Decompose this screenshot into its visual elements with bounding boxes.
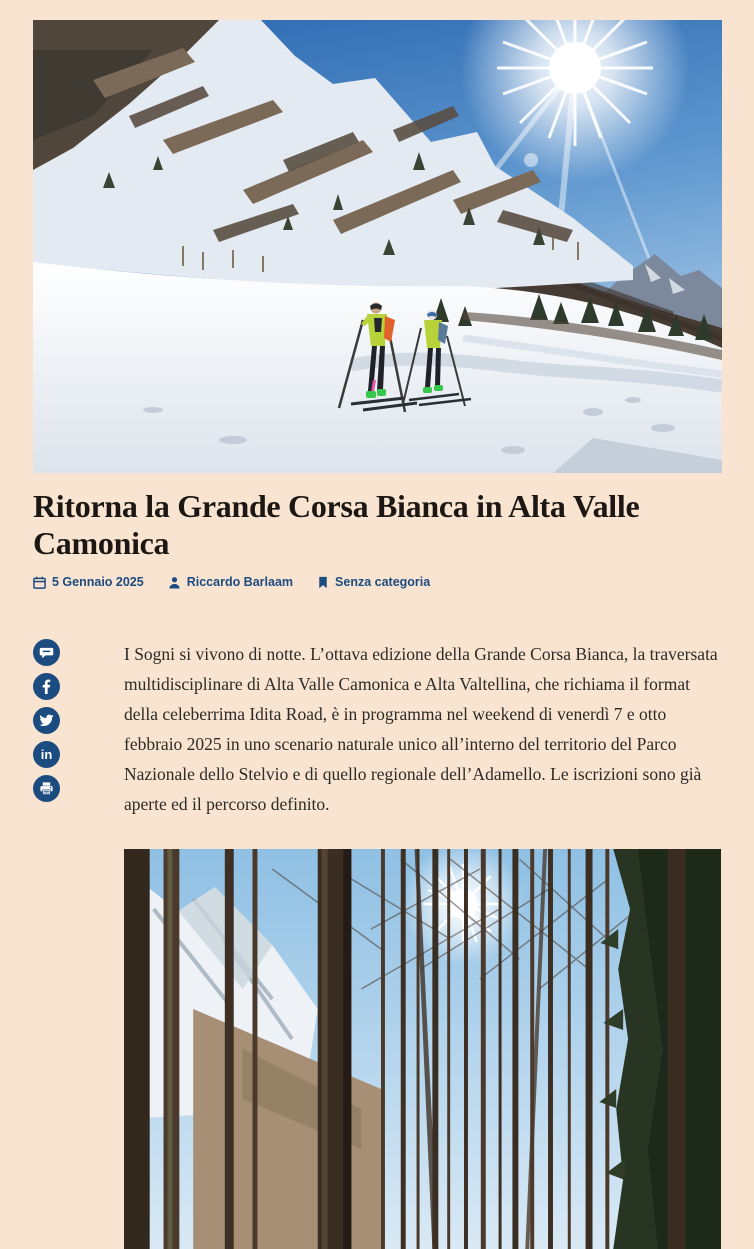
hero-image — [33, 20, 722, 473]
post-meta — [33, 575, 721, 589]
post-author[interactable] — [168, 575, 293, 589]
post-category[interactable] — [317, 575, 430, 589]
twitter-icon — [39, 713, 54, 728]
post-author-label: Riccardo Barlaam — [186, 575, 294, 590]
linkedin-icon: in — [40, 747, 53, 763]
calendar-icon — [33, 576, 46, 589]
comments-button[interactable] — [33, 639, 60, 666]
article-body — [124, 639, 721, 1249]
post-date-label: 5 Gennaio 2025 — [52, 575, 144, 590]
share-toolbar — [33, 639, 60, 802]
post-date[interactable] — [33, 575, 144, 589]
post-category-label: Senza categoria — [335, 575, 431, 590]
article-inline-image — [124, 849, 721, 1249]
article-paragraph: I Sogni si vivono di notte. L’ottava edizione della Grande Corsa Bianca, la traversata multidisciplinare di Alta Valle Camonica e Alta Valtellina, che richiama il format della celeberrima Idita Road, è in programma nel weekend di venerdì 7 e otto febbraio 2025 in uno scenario naturale unico all’interno del territorio del Parco Nazionale dello Stelvio e di quello regionale dell’Adamello. Le iscrizioni sono già aperte ed il percorso definito. — [124, 644, 718, 815]
twitter-share-button[interactable] — [33, 707, 60, 734]
bookmark-icon — [317, 576, 329, 589]
comments-icon — [39, 645, 54, 660]
facebook-share-button[interactable] — [33, 673, 60, 700]
facebook-icon — [39, 679, 54, 694]
print-button[interactable] — [33, 775, 60, 802]
author-icon — [168, 576, 181, 589]
print-icon — [39, 781, 54, 796]
linkedin-share-button[interactable] — [33, 741, 60, 768]
post-content — [33, 639, 721, 1249]
page-title: Ritorna la Grande Corsa Bianca in Alta Valle Camonica — [33, 488, 640, 562]
